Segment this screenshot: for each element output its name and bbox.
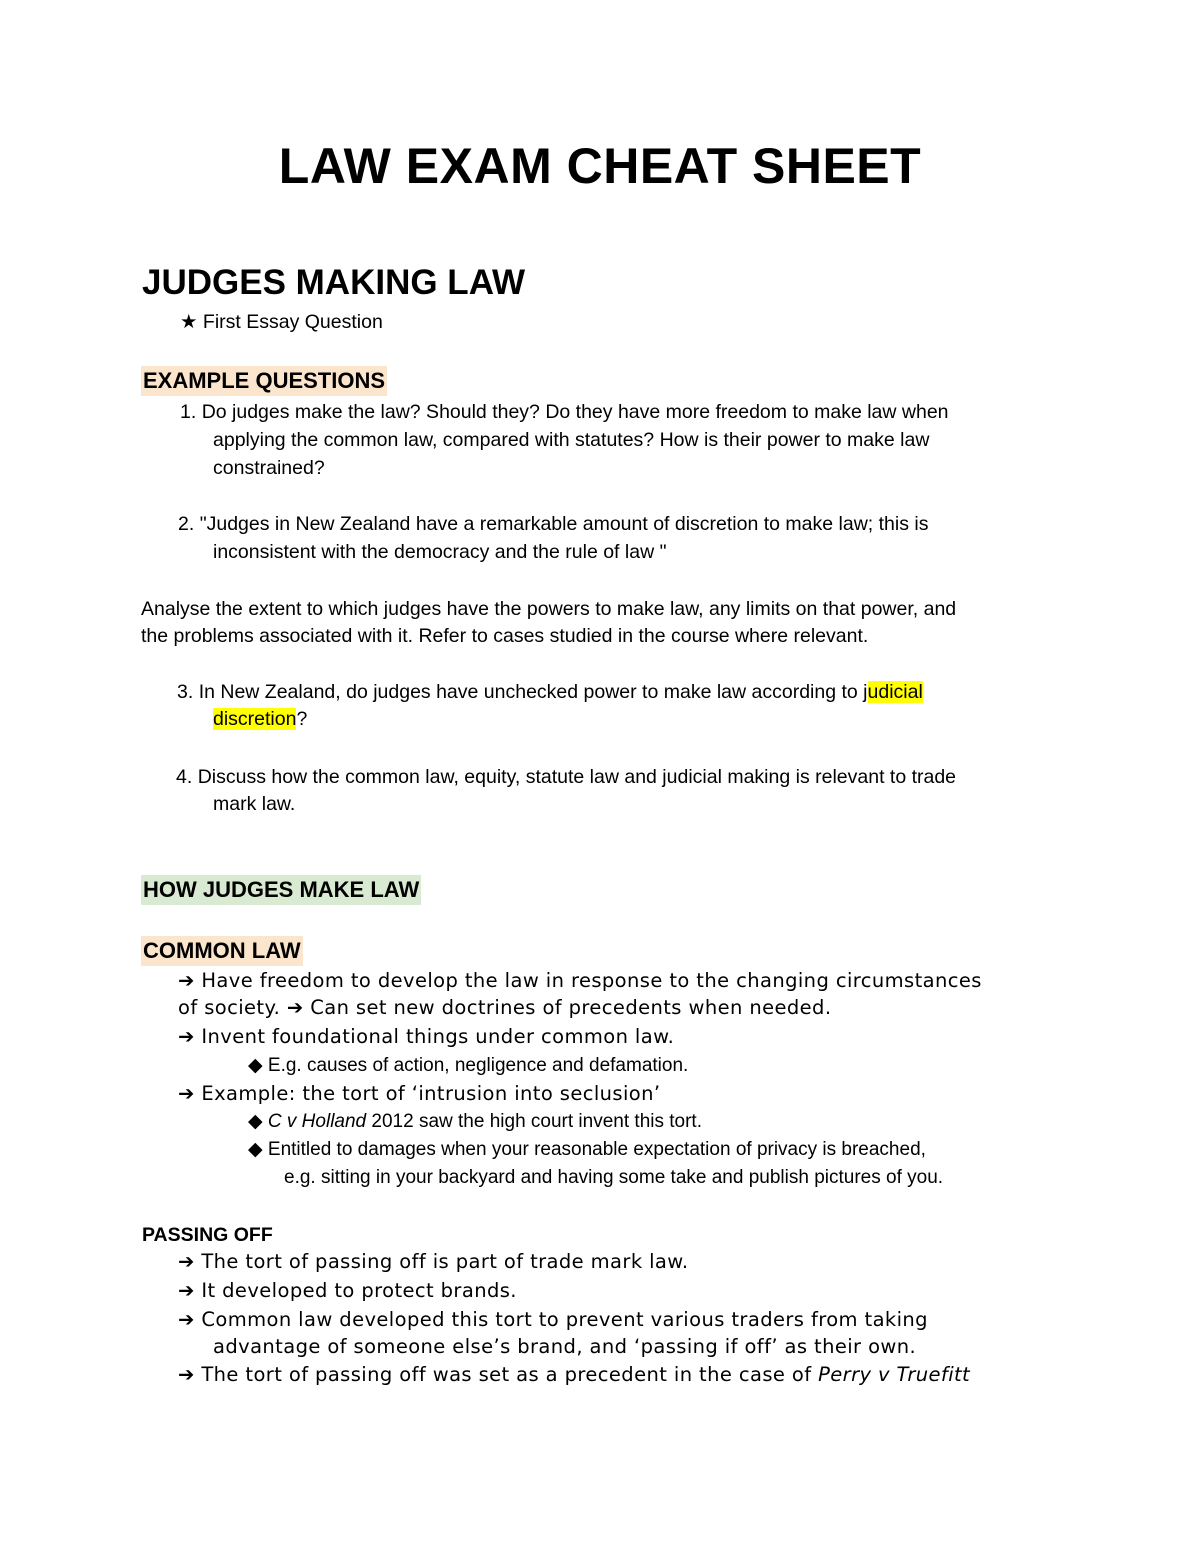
common-law-bullet-3: ➔ Example: the tort of ‘intrusion into seclusion’ <box>178 1082 661 1105</box>
question-1-line-1: 1. Do judges make the law? Should they? Do they have more freedom to make law when <box>180 401 949 423</box>
passing-off-bullet-3-line-2: advantage of someone else’s brand, and ‘passing if off’ as their own. <box>213 1335 917 1358</box>
arrow-icon: ➔ <box>178 969 195 992</box>
heading-common-law: COMMON LAW <box>141 936 303 966</box>
question-number: 4. <box>176 766 193 788</box>
heading-how-judges-make-law: HOW JUDGES MAKE LAW <box>141 875 421 905</box>
passing-off-bullet-3-line-1: ➔ Common law developed this tort to prevent various traders from taking <box>178 1308 928 1331</box>
question-4-line-2: mark law. <box>213 793 296 815</box>
passing-off-bullet-2: ➔ It developed to protect brands. <box>178 1279 517 1302</box>
arrow-icon: ➔ <box>178 1025 195 1048</box>
arrow-icon: ➔ <box>178 1279 195 1302</box>
arrow-icon: ➔ <box>178 1082 195 1105</box>
section-heading-judges-making-law: JUDGES MAKING LAW <box>142 263 526 302</box>
question-1-line-2: applying the common law, compared with statutes? How is their power to make law <box>213 429 930 451</box>
diamond-icon: ◆ <box>248 1139 263 1160</box>
case-name: C v Holland <box>267 1111 367 1132</box>
question-number: 2. <box>178 513 195 535</box>
question-number: 1. <box>180 401 197 423</box>
common-law-bullet-3-sub-2-line-1: ◆ Entitled to damages when your reasonable expectation of privacy is breached, <box>248 1139 926 1160</box>
question-2-line-2: inconsistent with the democracy and the rule of law " <box>213 541 667 563</box>
diamond-icon: ◆ <box>248 1111 263 1132</box>
arrow-icon: ➔ <box>178 1308 195 1331</box>
list-item-first-essay <box>180 308 383 336</box>
passing-off-bullet-1: ➔ The tort of passing off is part of trade mark law. <box>178 1250 689 1273</box>
analyse-paragraph-line-1: Analyse the extent to which judges have the powers to make law, any limits on that power, and <box>141 598 957 620</box>
common-law-bullet-1-line-1: ➔ Have freedom to develop the law in response to the changing circumstances <box>178 969 982 992</box>
heading-example-questions: EXAMPLE QUESTIONS <box>141 366 387 396</box>
question-3-line-2: discretion? <box>213 708 308 730</box>
common-law-bullet-1-line-2: of society. ➔ Can set new doctrines of precedents when needed. <box>178 996 832 1019</box>
common-law-bullet-3-sub-2-line-2: e.g. sitting in your backyard and having some take and publish pictures of you. <box>284 1167 944 1188</box>
question-2-line-1: 2. "Judges in New Zealand have a remarkable amount of discretion to make law; this is <box>178 513 929 535</box>
page-title: LAW EXAM CHEAT SHEET <box>278 138 922 194</box>
highlight-discretion: discretion <box>213 708 297 730</box>
common-law-bullet-3-sub-1: ◆ C v Holland 2012 saw the high court invent this tort. <box>248 1111 702 1132</box>
highlight-judicial: udicial <box>867 681 923 703</box>
analyse-paragraph-line-2: the problems associated with it. Refer to cases studied in the course where relevant. <box>141 625 869 647</box>
question-number: 3. <box>177 681 194 703</box>
passing-off-bullet-4: ➔ The tort of passing off was set as a precedent in the case of Perry v Truefitt <box>178 1363 971 1386</box>
arrow-icon: ➔ <box>178 1250 195 1273</box>
common-law-bullet-2: ➔ Invent foundational things under common law. <box>178 1025 675 1048</box>
arrow-icon: ➔ <box>178 1363 195 1386</box>
common-law-bullet-2-sub: ◆ E.g. causes of action, negligence and defamation. <box>248 1055 689 1076</box>
list-item-text: First Essay Question <box>202 311 383 333</box>
arrow-icon: ➔ <box>286 996 304 1019</box>
diamond-icon: ◆ <box>248 1055 263 1076</box>
star-icon: ★ <box>180 311 198 333</box>
heading-passing-off: PASSING OFF <box>142 1224 273 1246</box>
case-name: Perry v Truefitt <box>818 1363 971 1386</box>
question-3-line-1: 3. In New Zealand, do judges have unchecked power to make law according to judicial <box>177 681 923 703</box>
question-4-line-1: 4. Discuss how the common law, equity, statute law and judicial making is relevant to trade <box>176 766 957 788</box>
question-1-line-3: constrained? <box>213 457 325 479</box>
